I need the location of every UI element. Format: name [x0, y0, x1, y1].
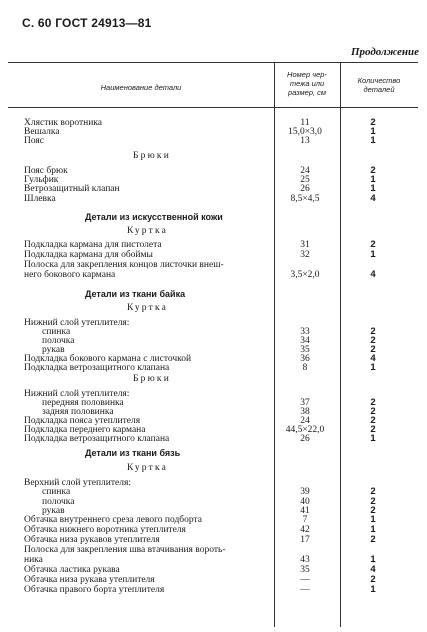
table-row — [0, 585, 427, 595]
row-qty: 2 — [370, 505, 376, 516]
row-number: 43 — [300, 555, 310, 565]
row-number: 35 — [300, 565, 310, 575]
row-number: 44,5×22,0 — [285, 425, 325, 435]
row-qty: 2 — [370, 486, 376, 497]
table-row — [0, 260, 427, 270]
row-number: 25 — [300, 175, 310, 185]
row-name: задняя половинка — [42, 407, 114, 417]
row-name: Полоска для закрепления шва втачивания вороть- — [24, 545, 226, 555]
section-jacket-3: Куртка — [127, 463, 169, 473]
row-name: Подкладка ветрозащитного клапана — [24, 434, 170, 444]
table-row — [0, 515, 427, 525]
section-trousers-2: Брюки — [133, 374, 172, 384]
row-qty: 2 — [370, 117, 376, 128]
row-qty: 1 — [370, 249, 376, 260]
row-name: Подкладка ветрозащитного клапана — [24, 363, 170, 373]
row-number: 41 — [300, 506, 310, 516]
section-baize-fabric: Детали из ткани байка — [85, 289, 186, 299]
row-name: Обтачка внутреннего среза левого подборта — [24, 515, 203, 525]
row-qty: 2 — [370, 344, 376, 355]
row-name: Верхний слой утеплителя: — [24, 478, 131, 488]
table-row — [0, 487, 427, 497]
row-number: — — [300, 585, 310, 595]
row-number: 42 — [300, 525, 310, 535]
row-qty: 1 — [370, 554, 376, 565]
table-row — [0, 575, 427, 585]
row-qty: 1 — [370, 126, 376, 137]
row-qty: 1 — [370, 433, 376, 444]
row-name: Подкладка пояса утеплителя — [24, 416, 141, 426]
table-row — [0, 565, 427, 575]
table-row — [0, 250, 427, 260]
row-name: Обтачка ластика рукава — [24, 565, 120, 575]
table-row — [0, 525, 427, 535]
row-qty: 2 — [370, 335, 376, 346]
row-name: Нижний слой утеплителя: — [24, 318, 130, 328]
row-number: 37 — [300, 398, 310, 408]
row-qty: 2 — [370, 326, 376, 337]
row-qty: 4 — [370, 193, 376, 204]
row-name: Подкладка кармана для обоймы — [24, 250, 153, 260]
row-name: спинка — [42, 487, 71, 497]
row-name: ника — [24, 555, 43, 565]
row-number: 39 — [300, 487, 310, 497]
row-name: Хлястик воротника — [24, 118, 102, 128]
section-jacket-1: Куртка — [127, 226, 169, 236]
row-number: 34 — [300, 336, 310, 346]
row-number: 40 — [300, 497, 310, 507]
table-row — [0, 535, 427, 545]
row-number: 15,0×3,0 — [288, 127, 322, 137]
row-qty: 2 — [370, 397, 376, 408]
section-jacket-2: Куртка — [127, 303, 169, 313]
row-qty: 4 — [370, 269, 376, 280]
row-number: 32 — [300, 250, 310, 260]
table-row — [0, 184, 427, 194]
column-header-qty-text: Количество деталей — [357, 76, 401, 94]
row-qty: 2 — [370, 574, 376, 585]
row-number: 24 — [300, 166, 310, 176]
row-qty: 2 — [370, 406, 376, 417]
row-qty: 1 — [370, 362, 376, 373]
column-header-number — [276, 70, 338, 97]
row-name: Подкладка кармана для пистолета — [24, 240, 162, 250]
row-number: 24 — [300, 416, 310, 426]
row-name: рукав — [42, 506, 65, 516]
row-number: 26 — [300, 434, 310, 444]
row-name: рукав — [42, 345, 65, 355]
row-qty: 2 — [370, 534, 376, 545]
row-name: Обтачка низа рукавов утеплителя — [24, 535, 160, 545]
row-qty: 2 — [370, 496, 376, 507]
continued-label: Продолжение — [350, 46, 419, 58]
row-name: передняя половинка — [42, 398, 124, 408]
row-number: 38 — [300, 407, 310, 417]
table-row — [0, 194, 427, 204]
row-name: Шлевка — [24, 194, 56, 204]
row-name: Вешалка — [24, 127, 60, 137]
row-qty: 4 — [370, 564, 376, 575]
row-number: — — [300, 575, 310, 585]
row-name: Полоска для закрепления концов листочки внеш- — [24, 260, 224, 270]
row-qty: 2 — [370, 424, 376, 435]
row-name: Пояс — [24, 136, 45, 146]
row-name: Подкладка переднего кармана — [24, 425, 146, 435]
row-number: 8 — [302, 363, 308, 373]
row-qty: 2 — [370, 415, 376, 426]
column-header-number-text: Номер чер- тежа или размер, см — [287, 70, 327, 97]
page-header: С. 60 ГОСТ 24913—81 — [22, 16, 152, 30]
row-qty: 1 — [370, 514, 376, 525]
row-qty: 2 — [370, 165, 376, 176]
table-row — [0, 136, 427, 146]
row-name: полочка — [42, 336, 75, 346]
table-row — [0, 363, 427, 373]
row-number: 31 — [300, 240, 310, 250]
row-name: спинка — [42, 327, 71, 337]
table-row — [0, 555, 427, 565]
row-number: 3,5×2,0 — [290, 270, 320, 280]
row-qty: 4 — [370, 353, 376, 364]
row-qty: 1 — [370, 183, 376, 194]
table-row — [0, 545, 427, 555]
row-name: полочка — [42, 497, 75, 507]
row-number: 35 — [300, 345, 310, 355]
row-number: 13 — [300, 136, 310, 146]
section-artificial-leather: Детали из искусственной кожи — [85, 212, 223, 222]
row-qty: 1 — [370, 135, 376, 146]
table-row — [0, 434, 427, 444]
table-row — [0, 240, 427, 250]
row-name: Нижний слой утеплителя: — [24, 389, 130, 399]
row-name: Пояс брюк — [24, 166, 68, 176]
row-number: 8,5×4,5 — [290, 194, 320, 204]
row-qty: 1 — [370, 584, 376, 595]
row-name: Ветрозащитный клапан — [24, 184, 120, 194]
column-header-name: Наименование детали — [100, 83, 182, 92]
section-trousers-1: Брюки — [133, 151, 172, 161]
table-row — [0, 270, 427, 280]
column-header-qty — [342, 76, 416, 94]
row-number: 26 — [300, 184, 310, 194]
row-name: Обтачка низа рукава утеплителя — [24, 575, 155, 585]
table-top-border — [8, 62, 418, 63]
row-qty: 1 — [370, 524, 376, 535]
row-number: 7 — [302, 515, 308, 525]
row-name: него бокового кармана — [24, 270, 116, 280]
row-name: Подкладка бокового кармана с листочкой — [24, 354, 192, 364]
row-number: 36 — [300, 354, 310, 364]
row-number: 17 — [300, 535, 310, 545]
table-header-bottom-border — [8, 107, 418, 108]
row-name: Гульфик — [24, 175, 59, 185]
row-name: Обтачка правого борта утеплителя — [24, 585, 165, 595]
row-qty: 2 — [370, 239, 376, 250]
section-calico-fabric: Детали из ткани бязь — [85, 448, 181, 458]
row-number: 11 — [300, 118, 310, 128]
row-name: Обтачка нижнего воротника утеплителя — [24, 525, 186, 535]
row-number: 33 — [300, 327, 310, 337]
row-qty: 1 — [370, 174, 376, 185]
